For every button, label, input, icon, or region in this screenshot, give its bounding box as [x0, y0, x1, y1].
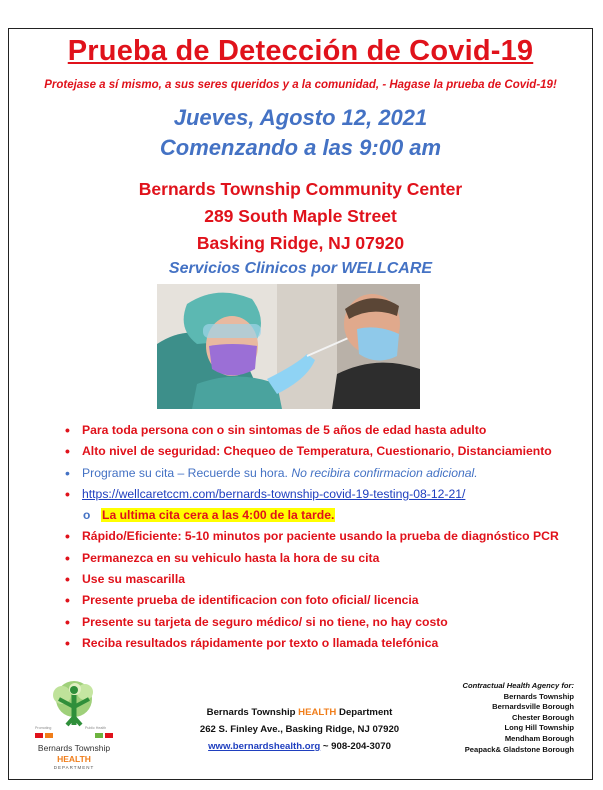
- clinic-provider: Servicios Clinicos por WELLCARE: [168, 260, 433, 277]
- dept-address: 262 S. Finley Ave., Basking Ridge, NJ 07920: [199, 724, 400, 735]
- list-item: • Permanezca en su vehiculo hasta la hora de su cita: [65, 548, 565, 569]
- schedule-text: Programe su cita – Recuerde su hora.: [82, 465, 288, 480]
- agency-list: [434, 681, 574, 755]
- list-item: • Alto nivel de seguridad: Chequeo de Temperatura, Cuestionario, Distanciamiento: [65, 441, 565, 462]
- dept-suffix: Department: [339, 707, 393, 718]
- no-confirmation-text: No recibira confirmacion adicional.: [291, 465, 478, 480]
- agency-item: Chester Borough: [511, 712, 574, 722]
- page-title: Prueba de Detección de Covid-19: [67, 35, 534, 67]
- list-item: • Rápido/Eficiente: 5-10 minutos por paciente usando la prueba de diagnóstico PCR: [65, 526, 565, 547]
- event-date: Jueves, Agosto 12, 2021: [173, 105, 428, 130]
- list-item: [65, 463, 565, 484]
- list-item: • Reciba resultados rápidamente por texto o llamada telefónica: [65, 633, 565, 654]
- flyer-page: [8, 28, 593, 780]
- covid-test-photo: [157, 284, 420, 409]
- tagline: Protejase a sí mismo, a sus seres queridos y a la comunidad, - Hagase la prueba de Covid-19!: [44, 79, 557, 91]
- venue-name: Bernards Township Community Center: [138, 179, 463, 199]
- dept-health-word: HEALTH: [298, 707, 337, 718]
- list-item: • Presente prueba de identificacion con foto oficial/ licencia: [65, 590, 565, 611]
- logo-line1: Bernards Township: [37, 743, 111, 753]
- agency-item: Bernardsville Borough: [492, 702, 574, 712]
- list-item: [65, 484, 565, 505]
- info-bullet-list: [65, 420, 565, 654]
- health-department-info: [182, 704, 417, 755]
- list-item: • Para toda persona con o sin sintomas de 5 años de edad hasta adulto: [65, 420, 565, 441]
- dept-prefix: Bernards Township: [206, 707, 296, 718]
- health-department-logo: [29, 677, 119, 777]
- logo-line3: DEPARTMENT: [53, 765, 95, 770]
- venue-street: 289 South Maple Street: [204, 206, 397, 226]
- list-item: • Presente su tarjeta de seguro médico/ si no tiene, no hay costo: [65, 612, 565, 633]
- agency-item: Mendham Borough: [504, 733, 574, 743]
- agency-header: Contractual Health Agency for:: [462, 681, 574, 690]
- last-appointment-note: La ultima cita cera a las 4:00 de la tarde.: [102, 508, 335, 523]
- dept-name: [182, 704, 417, 721]
- agency-item: Bernards Township: [503, 691, 574, 701]
- logo-arc-right: Public Health: [85, 726, 107, 730]
- venue-city: Basking Ridge, NJ 07920: [196, 233, 405, 253]
- logo-arc-left: Promoting: [35, 726, 52, 730]
- agency-item: Long Hill Township: [504, 723, 574, 733]
- event-start-time: Comenzando a las 9:00 am: [159, 135, 442, 160]
- phone-number: ~ 908-204-3070: [322, 741, 391, 752]
- registration-link[interactable]: https://wellcaretccm.com/bernards-township-covid-19-testing-08-12-21/: [82, 486, 466, 501]
- list-item: [85, 505, 565, 526]
- agency-item: Peapack& Gladstone Borough: [464, 744, 574, 754]
- website-link[interactable]: www.bernardshealth.org: [208, 741, 321, 752]
- dept-contact: [182, 738, 417, 755]
- list-item: • Use su mascarilla: [65, 569, 565, 590]
- logo-line2: HEALTH: [57, 754, 91, 764]
